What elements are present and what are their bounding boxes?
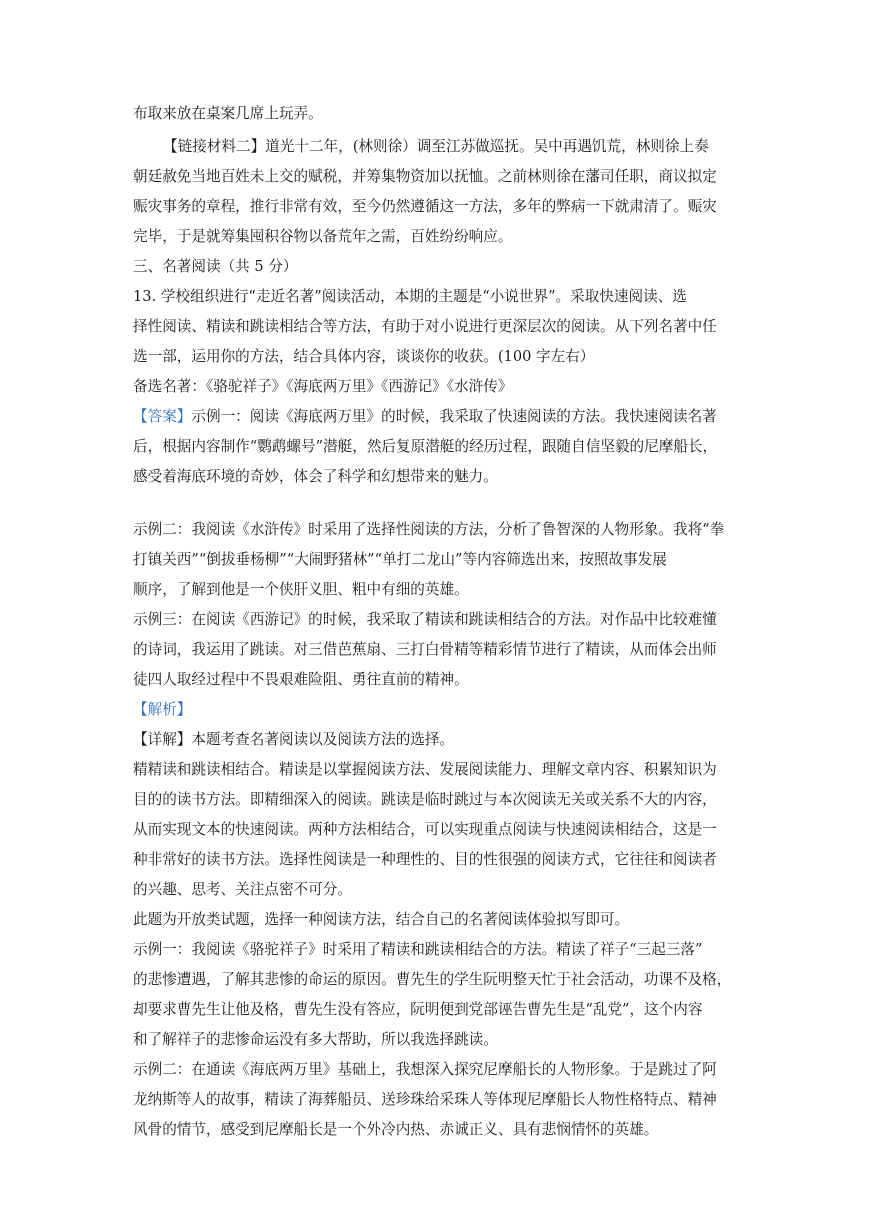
analysis-tag: 【解析】 [133, 701, 192, 718]
question-text: 择性阅读、精读和跳读相结合等方法，有助于对小说进行更深层次的阅读。从下列名著中任 [133, 318, 717, 335]
analysis-text: 风骨的情节，感受到尼摩船长是一个外冷内热、赤诚正义、具有悲悯情怀的英雄。 [133, 1121, 659, 1138]
analysis-text: 【详解】本题考查名著阅读以及阅读方法的选择。 [133, 731, 455, 748]
answer-text: 徒四人取经过程中不畏艰难险阻、勇往直前的精神。 [133, 671, 469, 688]
text-line: 完毕，于是就筹集囤积谷物以备荒年之需，百姓纷纷响应。 [133, 228, 513, 245]
section-heading: 三、名著阅读（共 5 分） [133, 258, 298, 275]
analysis-text: 种非常好的读书方法。选择性阅读是一种理性的、目的性很强的阅读方式，它往往和阅读者 [133, 851, 717, 868]
analysis-text: 目的的读书方法。即精细深入的阅读。跳读是临时跳过与本次阅读无关或关系不大的内容， [133, 791, 717, 808]
answer-text: 后，根据内容制作“鹦鹉螺号”潜艇，然后复原潜艇的经历过程，跟随自信坚毅的尼摩船长， [133, 438, 718, 455]
question-text: 备选名著：《骆驼祥子》《海底两万里》《西游记》《水浒传》 [133, 378, 513, 395]
analysis-text: 龙纳斯等人的故事，精读了海葬船员、送珍珠给采珠人等体现尼摩船长人物性格特点、精神 [133, 1091, 717, 1108]
analysis-text: 示例二：在通读《海底两万里》基础上，我想深入探究尼摩船长的人物形象。于是跳过了阿 [133, 1061, 717, 1078]
analysis-text: 精精读和跳读相结合。精读是以掌握阅读方法、发展阅读能力、理解文章内容、积累知识为 [133, 761, 717, 778]
text-line: 赈灾事务的章程，推行非常有效，至今仍然遵循这一方法，多年的弊病一下就肃清了。赈灾 [133, 198, 717, 215]
answer-line [133, 406, 745, 428]
answer-text: 感受着海底环境的奇妙，体会了科学和幻想带来的魅力。 [133, 468, 498, 485]
answer-text: 示例三：在阅读《西游记》的时候，我采取了精读和跳读相结合的方法。对作品中比较难懂 [133, 611, 717, 628]
answer-tag: 【答案】 [133, 408, 192, 425]
analysis-text: 的兴趣、思考、关注点密不可分。 [133, 881, 352, 898]
answer-text: 示例二：我阅读《水浒传》时采用了选择性阅读的方法，分析了鲁智深的人物形象。我将“拳 [133, 521, 725, 538]
answer-text: 顺序，了解到他是一个侠肝义胆、粗中有细的英雄。 [133, 581, 469, 598]
answer-text: 的诗词，我运用了跳读。对三借芭蕉扇、三打白骨精等精彩情节进行了精读，从而体会出师 [133, 641, 717, 658]
analysis-text: 从而实现文本的快速阅读。两种方法相结合，可以实现重点阅读与快速阅读相结合，这是一 [133, 821, 717, 838]
analysis-text: 此题为开放类试题，选择一种阅读方法，结合自己的名著阅读体验拟写即可。 [133, 911, 630, 928]
text-line: 【链接材料二】道光十二年，(林则徐）调至江苏做巡抚。吴中再遇饥荒，林则徐上奏 [163, 138, 709, 155]
text-line: 朝廷赦免当地百姓未上交的赋税，并筹集物资加以抚恤。之前林则徐在藩司任职，商议拟定 [133, 168, 717, 185]
analysis-text: 和了解祥子的悲惨命运没有多大帮助，所以我选择跳读。 [133, 1031, 498, 1048]
answer-text: 打镇关西”“倒拔垂杨柳”“大闹野猪林”“单打二龙山”等内容筛选出来，按照故事发展 [133, 551, 667, 568]
analysis-text: 的悲惨遭遇，了解其悲惨的命运的原因。曹先生的学生阮明整天忙于社会活动，功课不及格， [133, 971, 732, 988]
analysis-text: 却要求曹先生让他及格，曹先生没有答应，阮明便到党部诬告曹先生是“乱党”，这个内容 [133, 1001, 703, 1018]
question-text: 13. 学校组织进行“走近名著”阅读活动，本期的主题是“小说世界”。采取快速阅读、选 [133, 288, 687, 305]
question-text: 选一部，运用你的方法，结合具体内容，谈谈你的收获。(100 字左右） [133, 348, 595, 365]
analysis-text: 示例一：我阅读《骆驼祥子》时采用了精读和跳读相结合的方法。精读了祥子“三起三落” [133, 941, 703, 958]
answer-text: 示例一：阅读《海底两万里》的时候，我采取了快速阅读的方法。我快速阅读名著 [191, 408, 717, 425]
text-line: 布取来放在桌案几席上玩弄。 [133, 105, 323, 122]
